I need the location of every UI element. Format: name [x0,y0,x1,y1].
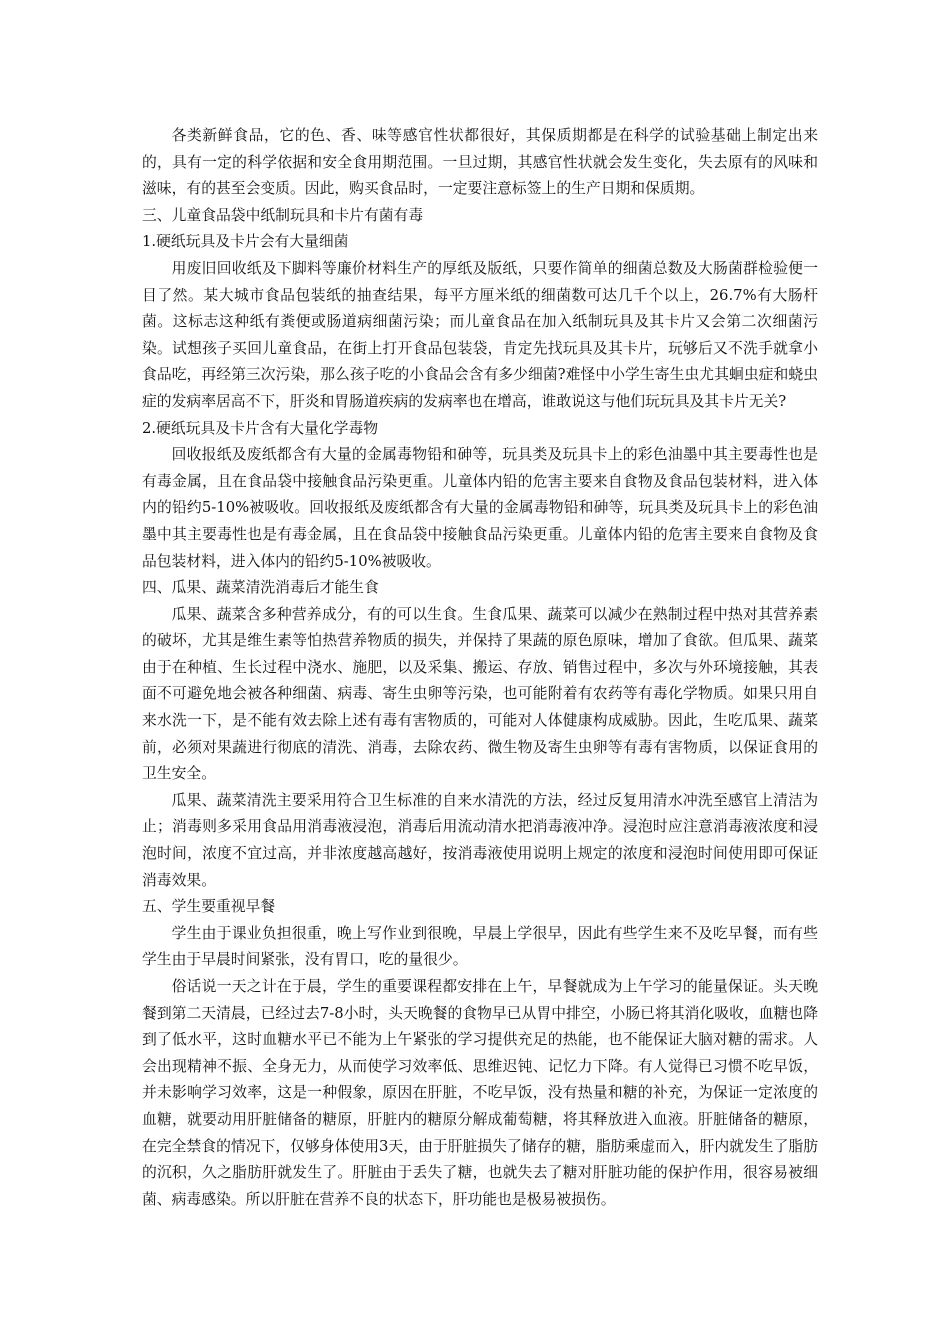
paragraph-food-shelf-life: 各类新鲜食品，它的色、香、味等感官性状都很好，其保质期都是在科学的试验基础上制定出来的，具有一定的科学依据和安全食用期范围。一旦过期，其感官性状就会发生变化，失去原有的风味和滋味，有的甚至会变质。因此，购买食品时，一定要注意标签上的生产日期和保质期。 [142,127,818,198]
subheading-bacteria: 1.硬纸玩具及卡片会有大量细菌 [142,233,349,251]
subheading-chemical-toxins: 2.硬纸玩具及卡片含有大量化学毒物 [142,419,379,437]
paragraph-breakfast-importance: 俗话说一天之计在于晨，学生的重要课程都安排在上午，早餐就成为上午学习的能量保证。头天晚餐到第二天清晨，已经过去7-8小时，头天晚餐的食物早已从胃中排空，小肠已将其消化吸收，血糖也降到了低水平，这时血糖水平已不能为上午紧张的学习提供充足的热能，也不能保证大脑对糖的需求。人会出现精神不振、全身无力，从而使学习效率低、思维迟钝、记忆力下降。有人觉得已习惯不吃早饭，并未影响学习效率，这是一种假象，原因在肝脏，不吃早饭，没有热量和糖的补充，为保证一定浓度的血糖，就要动用肝脏储备的糖原，肝脏内的糖原分解成葡萄糖，将其释放进入血液。肝脏储备的糖原，在完全禁食的情况下，仅够身体使用3天，由于肝脏损失了储存的糖，脂肪乘虚而入，肝内就发生了脂肪的沉积，久之脂肪肝就发生了。肝脏由于丢失了糖，也就失去了糖对肝脏功能的保护作用，很容易被细菌、病毒感染。所以肝脏在营养不良的状态下，肝功能也是极易被损伤。 [142,978,818,1208]
document-page [142,123,818,1213]
section-heading-4: 四、瓜果、蔬菜清洗消毒后才能生食 [142,579,379,597]
paragraph-bacteria: 用废旧回收纸及下脚料等廉价材料生产的厚纸及版纸，只要作简单的细菌总数及大肠菌群检验便一目了然。某大城市食品包装纸的抽查结果，每平方厘米纸的细菌数可达几千个以上，26.7%有大肠杆菌。这标志这种纸有粪便或肠道病细菌污染；而儿童食品在加入纸制玩具及其卡片又会第二次细菌污染。试想孩子买回儿童食品，在街上打开食品包装袋，肯定先找玩具及其卡片，玩够后又不洗手就拿小食品吃，再经第三次污染，那么孩子吃的小食品会含有多少细菌?难怪中小学生寄生虫尤其蛔虫症和蛲虫症的发病率居高不下，肝炎和胃肠道疾病的发病率也在增高，谁敢说这与他们玩玩具及其卡片无关? [142,259,818,410]
section-heading-5: 五、学生要重视早餐 [142,898,276,916]
section-heading-3: 三、儿童食品袋中纸制玩具和卡片有菌有毒 [142,206,424,224]
paragraph-chemical-toxins: 回收报纸及废纸都含有大量的金属毒物铅和砷等，玩具类及玩具卡上的彩色油墨中其主要毒性也是有毒金属，且在食品袋中接触食品污染更重。儿童体内铅的危害主要来自食物及食品包装材料，进入体内的铅约5-10%被吸收。回收报纸及废纸都含有大量的金属毒物铅和砷等，玩具类及玩具卡上的彩色油墨中其主要毒性也是有毒金属，且在食品袋中接触食品污染更重。儿童体内铅的危害主要来自食物及食品包装材料，进入体内的铅约5-10%被吸收。 [142,446,818,570]
paragraph-washing-disinfection: 瓜果、蔬菜清洗主要采用符合卫生标准的自来水清洗的方法，经过反复用清水冲洗至感官上清洁为止；消毒则多采用食品用消毒液浸泡，消毒后用流动清水把消毒液冲净。浸泡时应注意消毒液浓度和浸泡时间，浓度不宜过高，并非浓度越高越好，按消毒液使用说明上规定的浓度和浸泡时间使用即可保证消毒效果。 [142,791,818,889]
paragraph-breakfast-intro: 学生由于课业负担很重，晚上写作业到很晚，早晨上学很早，因此有些学生来不及吃早餐，而有些学生由于早晨时间紧张，没有胃口，吃的量很少。 [142,924,818,969]
paragraph-raw-produce: 瓜果、蔬菜含多种营养成分，有的可以生食。生食瓜果、蔬菜可以减少在熟制过程中热对其营养素的破坏，尤其是维生素等怕热营养物质的损失，并保持了果蔬的原色原味，增加了食欲。但瓜果、蔬菜由于在种植、生长过程中浇水、施肥，以及采集、搬运、存放、销售过程中，多次与外环境接触，其表面不可避免地会被各种细菌、病毒、寄生虫卵等污染，也可能附着有农药等有毒化学物质。如果只用自来水洗一下，是不能有效去除上述有毒有害物质的，可能对人体健康构成威胁。因此，生吃瓜果、蔬菜前，必须对果蔬进行彻底的清洗、消毒，去除农药、微生物及寄生虫卵等有毒有害物质，以保证食用的卫生安全。 [142,605,818,783]
